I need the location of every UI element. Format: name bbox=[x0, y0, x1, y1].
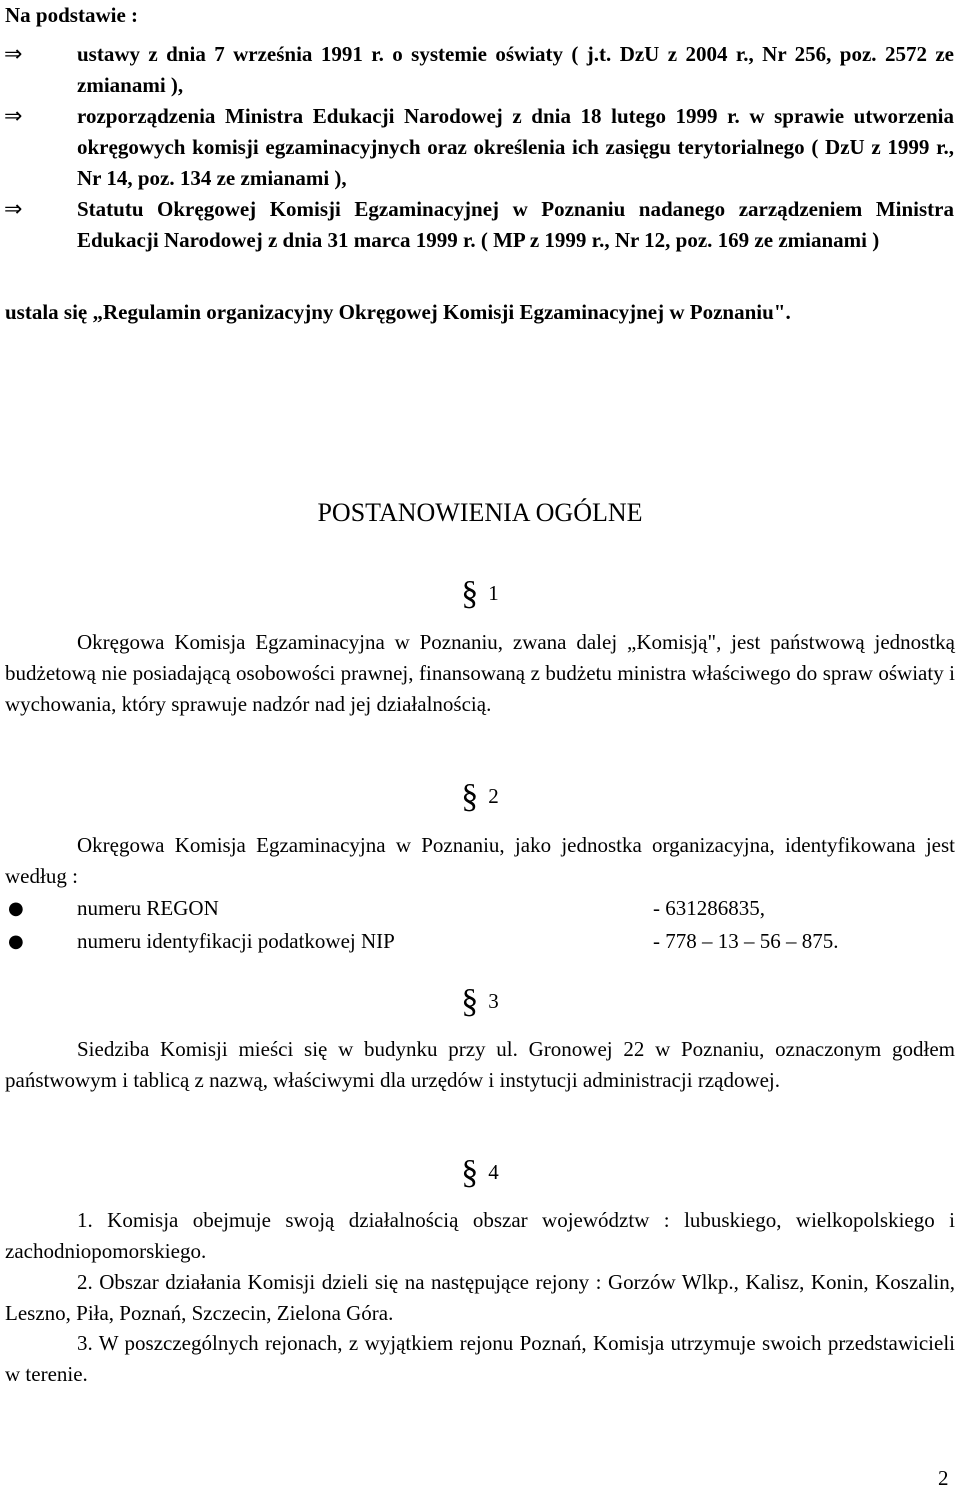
id-list-item bbox=[0, 926, 960, 957]
intro-line: Na podstawie : bbox=[5, 3, 139, 27]
double-arrow-right-icon: ⇒ bbox=[4, 104, 23, 129]
legal-basis-item: ⇒ rozporządzenia Ministra Edukacji Narodowej z dnia 18 lutego 1999 r. w sprawie utworzenia okręgowych komisji egzaminacyjnych oraz określenia ich zasięgu terytorialnego ( DzU z 1999 r., Nr 14, poz. 134 ze zmianami ), bbox=[0, 101, 954, 194]
section-heading: POSTANOWIENIA OGÓLNE bbox=[317, 498, 643, 527]
numbered-point: 3. W poszczególnych rejonach, z wyjątkiem rejonu Poznań, Komisja utrzymuje swoich przedstawicieli w terenie. bbox=[5, 1331, 955, 1386]
section-sign: § bbox=[461, 575, 479, 612]
id-list-item bbox=[0, 893, 960, 924]
regulation-statement: ustala się „Regulamin organizacyjny Okręgowej Komisji Egzaminacyjnej w Poznaniu". bbox=[5, 300, 791, 324]
numbered-point: 1. Komisja obejmuje swoją działalnością obszar województw : lubuskiego, wielkopolskiego i zachodniopomorskiego. bbox=[5, 1208, 955, 1263]
id-label: numeru identyfikacji podatkowej NIP bbox=[77, 929, 395, 953]
paragraph-number: § 4 bbox=[461, 1154, 499, 1191]
section-sign: § bbox=[461, 1154, 479, 1191]
numbered-point: 2. Obszar działania Komisji dzieli się na następujące rejony : Gorzów Wlkp., Kalisz, Konin, Koszalin, Leszno, Piła, Poznań, Szczecin, Zielona Góra. bbox=[5, 1270, 955, 1325]
double-arrow-right-icon: ⇒ bbox=[4, 42, 23, 67]
legal-basis-item: ⇒ Statutu Okręgowej Komisji Egzaminacyjnej w Poznaniu nadanego zarządzeniem Ministra Edukacji Narodowej z dnia 31 marca 1999 r. ( MP z 1999 r., Nr 12, poz. 169 ze zmianami ) bbox=[0, 194, 954, 256]
paragraph-number: § 2 bbox=[461, 778, 499, 815]
paragraph-number: § 1 bbox=[461, 575, 499, 612]
section-sign: § bbox=[461, 778, 479, 815]
paragraph-text: Okręgowa Komisja Egzaminacyjna w Poznaniu, jako jednostka organizacyjna, identyfikowana jest według : bbox=[5, 833, 955, 888]
id-label: numeru REGON bbox=[77, 896, 219, 920]
double-arrow-right-icon: ⇒ bbox=[4, 197, 23, 222]
legal-basis-item: ⇒ ustawy z dnia 7 września 1991 r. o systemie oświaty ( j.t. DzU z 2004 r., Nr 256, poz. 2572 ze zmianami ), bbox=[0, 39, 954, 101]
paragraph-text: Siedziba Komisji mieści się w budynku przy ul. Gronowej 22 w Poznaniu, oznaczonym godłem państwowym i tablicą z nazwą, właściwymi dla urzędów i instytucji administracji rządowej. bbox=[5, 1037, 955, 1092]
bullet-dot-icon: ● bbox=[8, 898, 24, 919]
bullet-dot-icon: ● bbox=[8, 931, 24, 952]
id-value: - 778 – 13 – 56 – 875. bbox=[653, 929, 839, 953]
paragraph-text: Okręgowa Komisja Egzaminacyjna w Poznaniu, zwana dalej „Komisją", jest państwową jednostką budżetową nie posiadającą osobowości prawnej, finansowaną z budżetu ministra właściwego do spraw oświaty i wychowania, który sprawuje nadzór nad jej działalnością. bbox=[5, 630, 955, 716]
paragraph-number: § 3 bbox=[461, 983, 499, 1020]
id-value: - 631286835, bbox=[653, 896, 765, 920]
page-number: 2 bbox=[938, 1466, 949, 1490]
legal-basis-list bbox=[0, 39, 960, 256]
section-sign: § bbox=[461, 983, 479, 1020]
